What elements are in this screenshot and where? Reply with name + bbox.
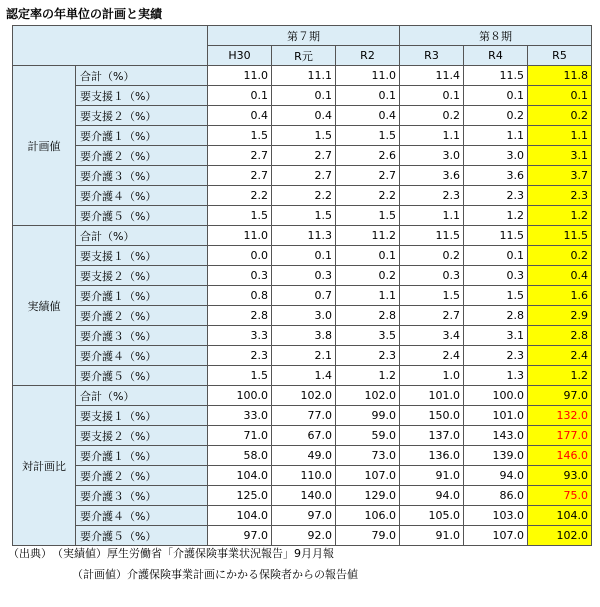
- row-label: 合計（%）: [76, 386, 208, 406]
- value-cell: 1.5: [208, 126, 272, 146]
- value-cell: 2.7: [208, 166, 272, 186]
- value-cell: 3.4: [400, 326, 464, 346]
- value-cell: 0.3: [464, 266, 528, 286]
- r5-value-cell: 1.1: [528, 126, 592, 146]
- value-cell: 150.0: [400, 406, 464, 426]
- data-table: [12, 25, 592, 546]
- value-cell: 0.1: [272, 86, 336, 106]
- r5-value-cell: 11.8: [528, 66, 592, 86]
- r5-value-cell: 3.1: [528, 146, 592, 166]
- table-row: [13, 386, 592, 406]
- r5-value-cell: 104.0: [528, 506, 592, 526]
- value-cell: 2.3: [464, 346, 528, 366]
- table-row: [13, 466, 592, 486]
- row-label: 要介護２（%）: [76, 306, 208, 326]
- section-label: 計画値: [13, 66, 76, 226]
- r5-value-cell: 0.1: [528, 86, 592, 106]
- r5-value-cell: 11.5: [528, 226, 592, 246]
- value-cell: 0.1: [336, 246, 400, 266]
- value-cell: 1.5: [336, 206, 400, 226]
- value-cell: 97.0: [208, 526, 272, 546]
- r5-value-cell: 2.3: [528, 186, 592, 206]
- year-header: R元: [272, 46, 336, 66]
- value-cell: 0.1: [464, 246, 528, 266]
- value-cell: 106.0: [336, 506, 400, 526]
- r5-value-cell: 75.0: [528, 486, 592, 506]
- value-cell: 58.0: [208, 446, 272, 466]
- value-cell: 0.2: [400, 246, 464, 266]
- value-cell: 3.6: [400, 166, 464, 186]
- value-cell: 105.0: [400, 506, 464, 526]
- table-row: [13, 446, 592, 466]
- table-row: [13, 186, 592, 206]
- r5-value-cell: 2.4: [528, 346, 592, 366]
- value-cell: 3.1: [464, 326, 528, 346]
- r5-value-cell: 132.0: [528, 406, 592, 426]
- value-cell: 1.2: [464, 206, 528, 226]
- value-cell: 0.4: [336, 106, 400, 126]
- value-cell: 0.1: [272, 246, 336, 266]
- table-row: [13, 246, 592, 266]
- year-header: H30: [208, 46, 272, 66]
- value-cell: 3.3: [208, 326, 272, 346]
- r5-value-cell: 1.6: [528, 286, 592, 306]
- value-cell: 2.4: [400, 346, 464, 366]
- value-cell: 73.0: [336, 446, 400, 466]
- r5-value-cell: 146.0: [528, 446, 592, 466]
- value-cell: 0.3: [400, 266, 464, 286]
- row-label: 要介護１（%）: [76, 126, 208, 146]
- value-cell: 1.5: [464, 286, 528, 306]
- value-cell: 1.1: [400, 206, 464, 226]
- value-cell: 2.7: [208, 146, 272, 166]
- value-cell: 1.5: [336, 126, 400, 146]
- row-label: 要支援１（%）: [76, 246, 208, 266]
- value-cell: 1.5: [272, 126, 336, 146]
- value-cell: 1.5: [208, 206, 272, 226]
- r5-value-cell: 93.0: [528, 466, 592, 486]
- row-label: 要介護５（%）: [76, 366, 208, 386]
- value-cell: 2.3: [464, 186, 528, 206]
- value-cell: 1.0: [400, 366, 464, 386]
- value-cell: 0.7: [272, 286, 336, 306]
- value-cell: 0.1: [464, 86, 528, 106]
- value-cell: 1.5: [208, 366, 272, 386]
- value-cell: 0.0: [208, 246, 272, 266]
- value-cell: 86.0: [464, 486, 528, 506]
- table-body: [13, 66, 592, 546]
- value-cell: 107.0: [464, 526, 528, 546]
- row-label: 要介護３（%）: [76, 326, 208, 346]
- value-cell: 92.0: [272, 526, 336, 546]
- value-cell: 3.5: [336, 326, 400, 346]
- value-cell: 11.0: [336, 66, 400, 86]
- row-label: 要介護５（%）: [76, 206, 208, 226]
- row-label: 要介護４（%）: [76, 506, 208, 526]
- table-row: [13, 206, 592, 226]
- row-label: 要支援１（%）: [76, 406, 208, 426]
- table-row: [13, 306, 592, 326]
- corner-cell: [13, 26, 208, 66]
- value-cell: 2.7: [272, 166, 336, 186]
- value-cell: 33.0: [208, 406, 272, 426]
- table-row: [13, 366, 592, 386]
- value-cell: 59.0: [336, 426, 400, 446]
- value-cell: 101.0: [464, 406, 528, 426]
- table-row: [13, 126, 592, 146]
- value-cell: 11.0: [208, 226, 272, 246]
- value-cell: 2.2: [272, 186, 336, 206]
- table-row: [13, 106, 592, 126]
- value-cell: 3.8: [272, 326, 336, 346]
- value-cell: 2.3: [400, 186, 464, 206]
- row-label: 要支援１（%）: [76, 86, 208, 106]
- period-header: 第７期: [208, 26, 400, 46]
- value-cell: 1.4: [272, 366, 336, 386]
- value-cell: 104.0: [208, 506, 272, 526]
- value-cell: 2.7: [272, 146, 336, 166]
- row-label: 要介護５（%）: [76, 526, 208, 546]
- value-cell: 100.0: [208, 386, 272, 406]
- row-label: 要介護３（%）: [76, 166, 208, 186]
- value-cell: 2.6: [336, 146, 400, 166]
- row-label: 要支援２（%）: [76, 426, 208, 446]
- value-cell: 2.7: [336, 166, 400, 186]
- year-header: R2: [336, 46, 400, 66]
- value-cell: 110.0: [272, 466, 336, 486]
- value-cell: 2.7: [400, 306, 464, 326]
- value-cell: 143.0: [464, 426, 528, 446]
- value-cell: 0.1: [400, 86, 464, 106]
- value-cell: 2.2: [208, 186, 272, 206]
- r5-value-cell: 0.2: [528, 106, 592, 126]
- row-label: 要介護３（%）: [76, 486, 208, 506]
- value-cell: 140.0: [272, 486, 336, 506]
- table-row: [13, 226, 592, 246]
- value-cell: 0.3: [272, 266, 336, 286]
- value-cell: 100.0: [464, 386, 528, 406]
- value-cell: 0.8: [208, 286, 272, 306]
- value-cell: 0.2: [464, 106, 528, 126]
- value-cell: 125.0: [208, 486, 272, 506]
- table-row: [13, 66, 592, 86]
- value-cell: 103.0: [464, 506, 528, 526]
- r5-value-cell: 177.0: [528, 426, 592, 446]
- r5-value-cell: 3.7: [528, 166, 592, 186]
- value-cell: 129.0: [336, 486, 400, 506]
- section-label: 実績値: [13, 226, 76, 386]
- value-cell: 1.1: [336, 286, 400, 306]
- year-header: R3: [400, 46, 464, 66]
- r5-value-cell: 0.4: [528, 266, 592, 286]
- source-notes: [8, 543, 358, 585]
- value-cell: 11.1: [272, 66, 336, 86]
- table-row: [13, 146, 592, 166]
- source-note: （計画値）介護保険事業計画にかかる保険者からの報告値: [72, 568, 358, 581]
- value-cell: 102.0: [272, 386, 336, 406]
- value-cell: 104.0: [208, 466, 272, 486]
- year-header: R5: [528, 46, 592, 66]
- value-cell: 11.5: [400, 226, 464, 246]
- value-cell: 77.0: [272, 406, 336, 426]
- row-label: 合計（%）: [76, 66, 208, 86]
- table-row: [13, 406, 592, 426]
- value-cell: 11.5: [464, 66, 528, 86]
- period-header: 第８期: [400, 26, 592, 46]
- year-header: R4: [464, 46, 528, 66]
- table-row: [13, 86, 592, 106]
- r5-value-cell: 1.2: [528, 366, 592, 386]
- value-cell: 1.5: [400, 286, 464, 306]
- value-cell: 1.5: [272, 206, 336, 226]
- value-cell: 94.0: [400, 486, 464, 506]
- value-cell: 11.5: [464, 226, 528, 246]
- value-cell: 0.3: [208, 266, 272, 286]
- r5-value-cell: 0.2: [528, 246, 592, 266]
- table-row: [13, 506, 592, 526]
- value-cell: 94.0: [464, 466, 528, 486]
- row-label: 合計（%）: [76, 226, 208, 246]
- source-note: （出典） （実績値）厚生労働省「介護保険事業状況報告」9月月報: [8, 547, 334, 560]
- row-label: 要介護２（%）: [76, 146, 208, 166]
- table-row: [13, 266, 592, 286]
- value-cell: 107.0: [336, 466, 400, 486]
- table-row: [13, 326, 592, 346]
- value-cell: 102.0: [336, 386, 400, 406]
- value-cell: 11.4: [400, 66, 464, 86]
- table-row: [13, 426, 592, 446]
- value-cell: 0.4: [208, 106, 272, 126]
- row-label: 要介護２（%）: [76, 466, 208, 486]
- value-cell: 97.0: [272, 506, 336, 526]
- value-cell: 3.6: [464, 166, 528, 186]
- page-title: 認定率の年単位の計画と実績: [6, 7, 163, 21]
- value-cell: 2.8: [208, 306, 272, 326]
- value-cell: 3.0: [272, 306, 336, 326]
- value-cell: 91.0: [400, 526, 464, 546]
- value-cell: 3.0: [464, 146, 528, 166]
- row-label: 要介護１（%）: [76, 446, 208, 466]
- value-cell: 0.1: [336, 86, 400, 106]
- value-cell: 139.0: [464, 446, 528, 466]
- value-cell: 0.2: [336, 266, 400, 286]
- value-cell: 2.3: [336, 346, 400, 366]
- value-cell: 71.0: [208, 426, 272, 446]
- value-cell: 137.0: [400, 426, 464, 446]
- value-cell: 2.3: [208, 346, 272, 366]
- r5-value-cell: 2.8: [528, 326, 592, 346]
- row-label: 要支援２（%）: [76, 266, 208, 286]
- r5-value-cell: 102.0: [528, 526, 592, 546]
- value-cell: 1.1: [400, 126, 464, 146]
- r5-value-cell: 2.9: [528, 306, 592, 326]
- value-cell: 2.8: [464, 306, 528, 326]
- value-cell: 11.2: [336, 226, 400, 246]
- value-cell: 2.2: [336, 186, 400, 206]
- value-cell: 0.4: [272, 106, 336, 126]
- table-row: [13, 286, 592, 306]
- value-cell: 3.0: [400, 146, 464, 166]
- value-cell: 2.8: [336, 306, 400, 326]
- value-cell: 0.2: [400, 106, 464, 126]
- value-cell: 1.3: [464, 366, 528, 386]
- table-row: [13, 486, 592, 506]
- table-row: [13, 346, 592, 366]
- value-cell: 91.0: [400, 466, 464, 486]
- table-row: [13, 166, 592, 186]
- row-label: 要支援２（%）: [76, 106, 208, 126]
- value-cell: 99.0: [336, 406, 400, 426]
- value-cell: 79.0: [336, 526, 400, 546]
- value-cell: 136.0: [400, 446, 464, 466]
- row-label: 要介護４（%）: [76, 346, 208, 366]
- value-cell: 67.0: [272, 426, 336, 446]
- r5-value-cell: 1.2: [528, 206, 592, 226]
- value-cell: 101.0: [400, 386, 464, 406]
- value-cell: 11.3: [272, 226, 336, 246]
- value-cell: 0.1: [208, 86, 272, 106]
- row-label: 要介護４（%）: [76, 186, 208, 206]
- value-cell: 1.1: [464, 126, 528, 146]
- value-cell: 1.2: [336, 366, 400, 386]
- row-label: 要介護１（%）: [76, 286, 208, 306]
- value-cell: 2.1: [272, 346, 336, 366]
- section-label: 対計画比: [13, 386, 76, 546]
- value-cell: 49.0: [272, 446, 336, 466]
- value-cell: 11.0: [208, 66, 272, 86]
- r5-value-cell: 97.0: [528, 386, 592, 406]
